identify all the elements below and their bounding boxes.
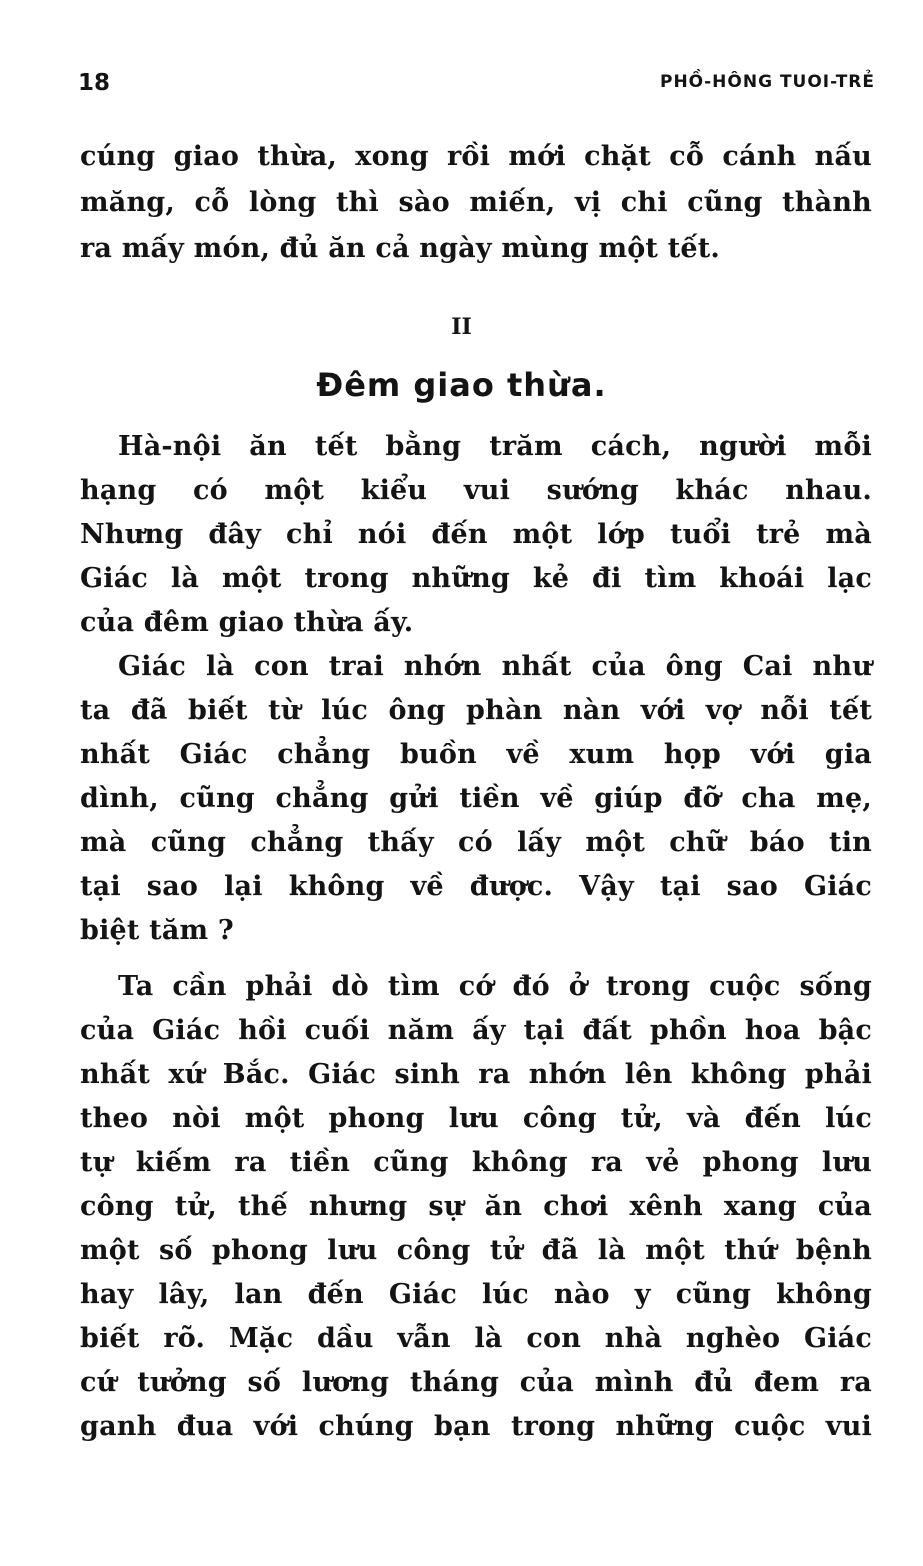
text-line: Hà-nội ăn tết bằng trăm cách, người mỗi xyxy=(118,431,872,462)
text-line: hạng có một kiểu vui sướng khác nhau. xyxy=(80,475,872,506)
text-line: biệt tăm ? xyxy=(80,915,234,946)
text-line: mà cũng chẳng thấy có lấy một chữ báo tin xyxy=(80,827,872,858)
text-line: theo nòi một phong lưu công tử, và đến lúc xyxy=(80,1103,872,1134)
text-line: măng, cỗ lòng thì sào miến, vị chi cũng thành xyxy=(80,187,872,218)
text-line: tự kiếm ra tiền cũng không ra vẻ phong lưu xyxy=(80,1147,872,1178)
text-line: cứ tưởng số lương tháng của mình đủ đem ra xyxy=(80,1367,872,1398)
section-number: II xyxy=(451,314,472,340)
text-line: cúng giao thừa, xong rồi mới chặt cỗ cánh nấu xyxy=(80,141,872,172)
text-line: tại sao lại không về được. Vậy tại sao Giác xyxy=(80,871,872,902)
text-line: Giác là một trong những kẻ đi tìm khoái lạc xyxy=(80,563,872,594)
text-line: Ta cần phải dò tìm cớ đó ở trong cuộc sống xyxy=(118,971,872,1002)
text-line: công tử, thế nhưng sự ăn chơi xênh xang của xyxy=(80,1191,872,1222)
text-line: biết rõ. Mặc dầu vẫn là con nhà nghèo Giác xyxy=(80,1323,872,1354)
text-line: ganh đua với chúng bạn trong những cuộc vui xyxy=(80,1411,872,1442)
text-line: của Giác hồi cuối năm ấy tại đất phồn hoa bậc xyxy=(80,1015,872,1046)
page-header xyxy=(78,70,875,100)
running-title: PHỒ-HÔNG TUOI-TRẺ xyxy=(659,72,875,92)
text-line: nhất Giác chẳng buồn về xum họp với gia xyxy=(80,739,872,770)
text-line: nhất xứ Bắc. Giác sinh ra nhớn lên không phải xyxy=(80,1059,872,1090)
text-line: Nhưng đây chỉ nói đến một lớp tuổi trẻ mà xyxy=(80,519,872,550)
text-line: ra mấy món, đủ ăn cả ngày mùng một tết. xyxy=(80,233,721,264)
text-line: dình, cũng chẳng gửi tiền về giúp đỡ cha mẹ, xyxy=(80,783,872,814)
text-line: một số phong lưu công tử đã là một thứ bệnh xyxy=(80,1235,872,1266)
page-number: 18 xyxy=(78,70,111,96)
text-line: Giác là con trai nhớn nhất của ông Cai như xyxy=(118,651,872,682)
section-title: Đêm giao thừa. xyxy=(316,366,607,404)
text-line: hay lây, lan đến Giác lúc nào y cũng không xyxy=(80,1279,872,1310)
text-line: ta đã biết từ lúc ông phàn nàn với vợ nỗi tết xyxy=(80,695,872,726)
text-line: của đêm giao thừa ấy. xyxy=(80,607,414,638)
